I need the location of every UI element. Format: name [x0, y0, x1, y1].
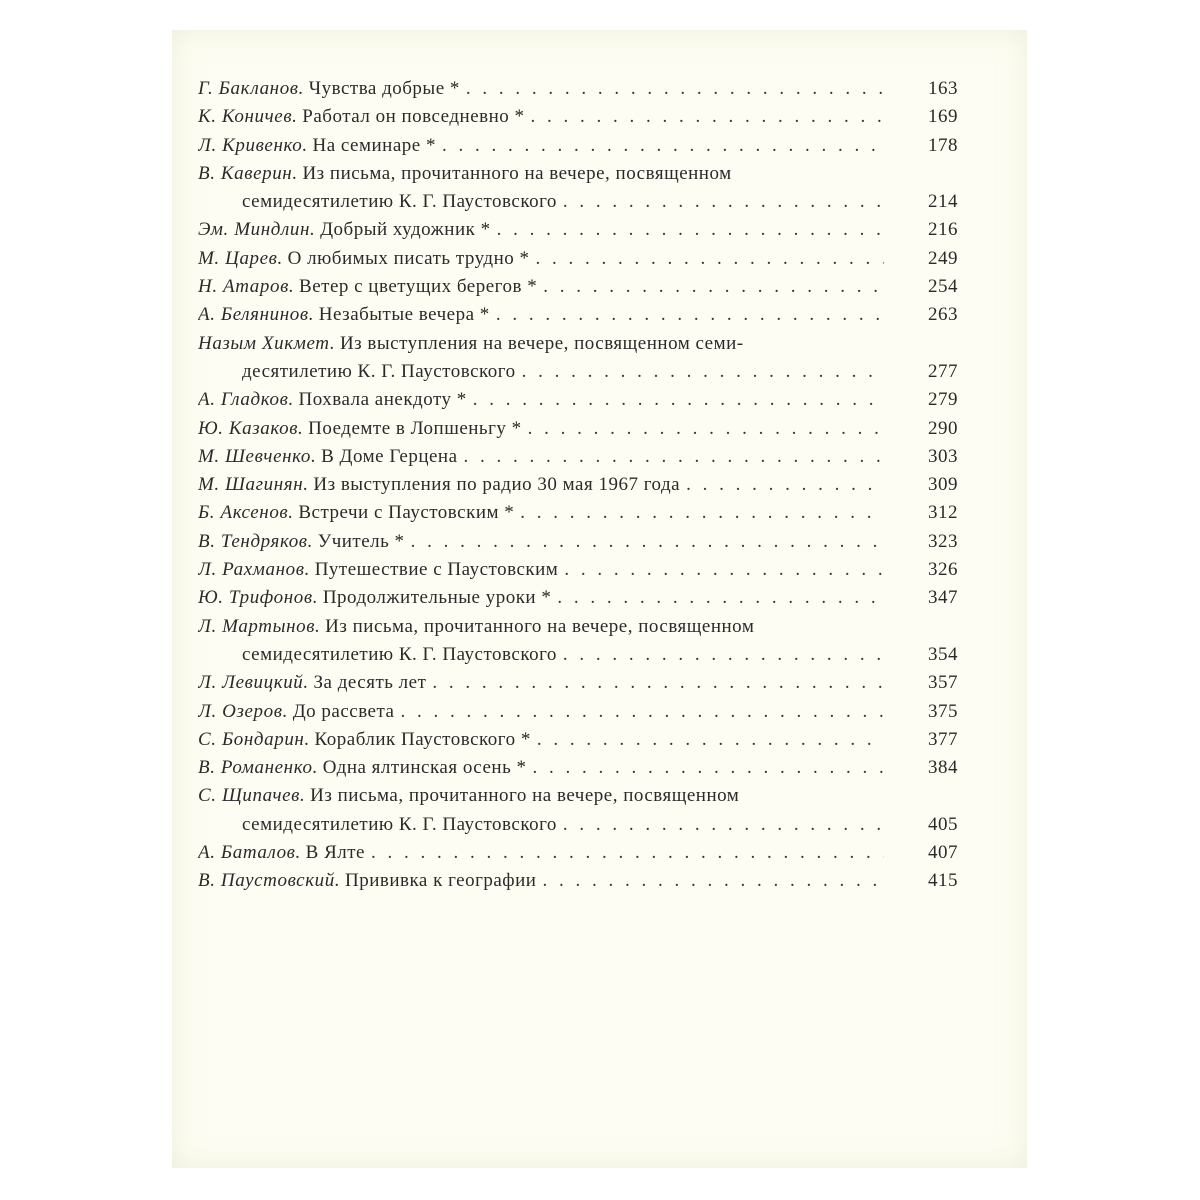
dot-leader [436, 132, 884, 160]
entry-title: семидесятилетию К. Г. Паустовского [242, 643, 557, 665]
dot-leader [558, 556, 884, 584]
dot-leader [426, 669, 884, 697]
entry-author: Л. Озеров. [198, 700, 288, 722]
entry-title: До рассвета [292, 700, 395, 722]
entry-page-number: 216 [928, 219, 958, 241]
toc-entry-line [198, 103, 884, 131]
entry-title: Из письма, прочитанного на вечере, посвященном [310, 785, 740, 807]
entry-page-number: 354 [928, 643, 958, 665]
entry-title: Работал он повседневно * [302, 106, 525, 128]
toc-entry-line [198, 669, 884, 697]
toc-entry [198, 471, 958, 499]
toc-entry-line [198, 160, 884, 188]
entry-author: А. Гладков. [198, 389, 294, 411]
entry-author: С. Бондарин. [198, 728, 310, 750]
entry-page-number: 279 [928, 389, 958, 411]
toc-entry [198, 499, 958, 527]
dot-leader [536, 867, 884, 895]
entry-page-number: 163 [928, 78, 958, 99]
toc-entry-line [198, 216, 884, 244]
toc-entry-line [198, 245, 884, 273]
entry-title: В Доме Герцена [321, 445, 458, 467]
entry-author: Л. Рахманов. [198, 559, 310, 581]
toc-entry-line [198, 301, 884, 329]
entry-title: В Ялте [305, 842, 365, 864]
entry-title: десятилетию К. Г. Паустовского [242, 360, 516, 382]
toc-entry-line [198, 584, 884, 612]
toc-entry-continuation [198, 358, 884, 386]
dot-leader [394, 698, 884, 726]
entry-page-number: 290 [928, 417, 958, 439]
toc-entry [198, 75, 958, 103]
entry-author: В. Паустовский. [198, 870, 341, 892]
entry-page-number: 415 [928, 870, 958, 892]
toc-entry-line [198, 867, 884, 895]
dot-leader [530, 245, 885, 273]
entry-title: Путешествие с Паустовским [314, 559, 559, 581]
entry-page-number: 277 [928, 360, 958, 382]
toc-entry [198, 103, 958, 131]
dot-leader [557, 188, 884, 216]
entry-author: Назым Хикмет. [198, 332, 336, 354]
entry-author: Б. Аксенов. [198, 502, 294, 524]
toc-entry-line [198, 386, 884, 414]
toc-entry-continuation [198, 188, 884, 216]
entry-author: А. Белянинов. [198, 304, 315, 326]
entry-page-number: 312 [928, 502, 958, 524]
toc-entry [198, 273, 958, 301]
entry-title: Похвала анекдоту * [298, 389, 467, 411]
toc-entry-continuation [198, 811, 884, 839]
entry-page-number: 326 [928, 559, 958, 581]
toc-entry [198, 726, 958, 754]
entry-author: К. Коничев. [198, 106, 298, 128]
toc-entry-line [198, 415, 884, 443]
entry-author: Н. Атаров. [198, 276, 295, 298]
entry-page-number: 254 [928, 276, 958, 298]
entry-title: За десять лет [313, 672, 427, 694]
dot-leader [537, 273, 884, 301]
entry-title: Поедемте в Лопшеньгу * [308, 417, 522, 439]
toc-entry [198, 245, 958, 273]
entry-author: Г. Бакланов. [198, 78, 304, 99]
entry-page-number: 263 [928, 304, 958, 326]
entry-title: Продолжительные уроки * [322, 587, 552, 609]
toc-entry [198, 556, 958, 584]
entry-title: Из письма, прочитанного на вечере, посвященном [325, 615, 755, 637]
toc-entry-line [198, 782, 884, 810]
dot-leader [557, 811, 884, 839]
toc-entry [198, 669, 958, 697]
entry-page-number: 303 [928, 445, 958, 467]
entry-author: Ю. Трифонов. [198, 587, 319, 609]
entry-page-number: 178 [928, 134, 958, 156]
entry-author: М. Царев. [198, 247, 283, 269]
dot-leader [551, 584, 884, 612]
toc-entry-line [198, 754, 884, 782]
entry-author: В. Романенко. [198, 757, 318, 779]
entry-page-number: 323 [928, 530, 958, 552]
entry-title: Одна ялтинская осень * [322, 757, 527, 779]
dot-leader [516, 358, 884, 386]
entry-title: На семинаре * [312, 134, 436, 156]
entry-page-number: 357 [928, 672, 958, 694]
toc-entry-continuation [198, 641, 884, 669]
toc-entry [198, 216, 958, 244]
toc-entry-line [198, 726, 884, 754]
entry-title: Прививка к географии [344, 870, 537, 892]
dot-leader [514, 499, 884, 527]
dot-leader [557, 641, 884, 669]
entry-author: С. Щипачев. [198, 785, 306, 807]
dot-leader [680, 471, 884, 499]
entry-author: Ю. Казаков. [198, 417, 304, 439]
toc-entry [198, 839, 958, 867]
entry-author: Л. Левицкий. [198, 672, 309, 694]
toc-entry-line [198, 528, 884, 556]
toc-entry [198, 613, 958, 670]
dot-leader [531, 726, 884, 754]
toc-entry [198, 782, 958, 839]
entry-page-number: 377 [928, 728, 958, 750]
entry-page-number: 405 [928, 813, 958, 835]
toc-entry-line [198, 273, 884, 301]
toc-entry-line [198, 698, 884, 726]
entry-page-number: 309 [928, 474, 958, 496]
entry-title: Из выступления на вечере, посвященном семи- [339, 332, 744, 354]
toc-entry-line [198, 132, 884, 160]
toc-entry [198, 867, 958, 895]
toc-entry [198, 443, 958, 471]
entry-page-number: 375 [928, 700, 958, 722]
toc-entry-line [198, 75, 884, 103]
entry-page-number: 249 [928, 247, 958, 269]
table-of-contents [198, 75, 958, 896]
toc-entry [198, 386, 958, 414]
toc-entry [198, 415, 958, 443]
toc-entry-line [198, 499, 884, 527]
dot-leader [491, 216, 884, 244]
entry-title: семидесятилетию К. Г. Паустовского [242, 191, 557, 213]
entry-page-number: 214 [928, 191, 958, 213]
toc-entry [198, 584, 958, 612]
dot-leader [525, 103, 884, 131]
dot-leader [458, 443, 884, 471]
entry-page-number: 347 [928, 587, 958, 609]
toc-entry [198, 754, 958, 782]
toc-entry-line [198, 556, 884, 584]
dot-leader [467, 386, 884, 414]
toc-entry [198, 160, 958, 217]
entry-author: Л. Кривенко. [198, 134, 308, 156]
entry-title: семидесятилетию К. Г. Паустовского [242, 813, 557, 835]
entry-author: В. Каверин. [198, 162, 298, 184]
toc-entry [198, 330, 958, 387]
toc-entry-line [198, 443, 884, 471]
toc-entry [198, 132, 958, 160]
toc-entry-line [198, 613, 884, 641]
entry-title: Кораблик Паустовского * [314, 728, 531, 750]
entry-title: Чувства добрые * [308, 78, 460, 99]
entry-title: Из выступления по радио 30 мая 1967 года [313, 474, 681, 496]
entry-author: М. Шагинян. [198, 474, 309, 496]
entry-author: Л. Мартынов. [198, 615, 321, 637]
entry-page-number: 169 [928, 106, 958, 128]
entry-title: Учитель * [317, 530, 405, 552]
book-page [172, 30, 1027, 1168]
entry-title: Добрый художник * [320, 219, 491, 241]
entry-author: Эм. Миндлин. [198, 219, 316, 241]
toc-entry-line [198, 471, 884, 499]
entry-title: Незабытые вечера * [318, 304, 490, 326]
dot-leader [365, 839, 884, 867]
toc-entry [198, 301, 958, 329]
entry-author: М. Шевченко. [198, 445, 317, 467]
dot-leader [460, 75, 884, 103]
entry-page-number: 384 [928, 757, 958, 779]
entry-author: В. Тендряков. [198, 530, 313, 552]
dot-leader [527, 754, 885, 782]
entry-title: Встречи с Паустовским * [298, 502, 515, 524]
entry-title: Ветер с цветущих берегов * [299, 276, 538, 298]
entry-title: О любимых писать трудно * [287, 247, 530, 269]
dot-leader [522, 415, 884, 443]
toc-entry [198, 698, 958, 726]
entry-page-number: 407 [928, 842, 958, 864]
entry-title: Из письма, прочитанного на вечере, посвященном [302, 162, 732, 184]
dot-leader [405, 528, 884, 556]
dot-leader [490, 301, 884, 329]
entry-author: А. Баталов. [198, 842, 301, 864]
toc-entry-line [198, 330, 884, 358]
toc-entry-line [198, 839, 884, 867]
toc-entry [198, 528, 958, 556]
